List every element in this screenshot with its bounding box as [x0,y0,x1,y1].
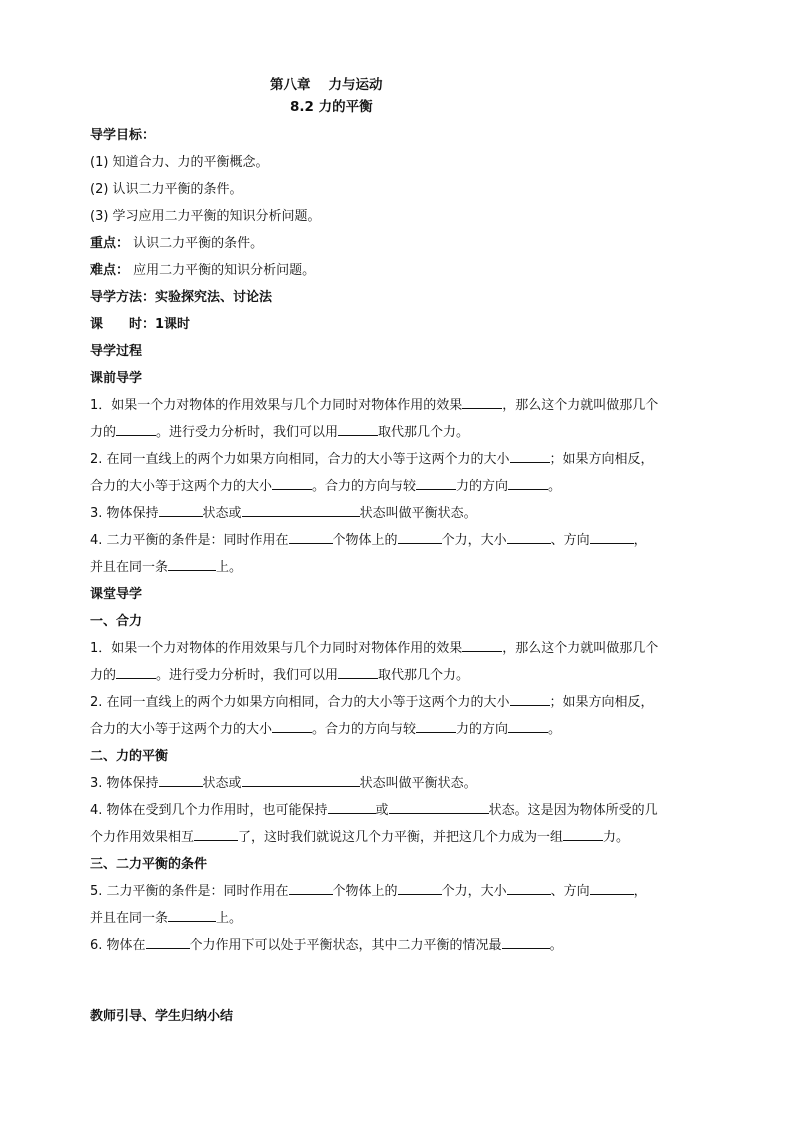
method-text: 实验探究法、讨论法 [155,290,273,305]
chapter-name: 力与运动 [328,77,383,93]
question-class-3 [90,770,710,797]
period-label: 课 时： [90,317,156,332]
question-class-1 [90,635,710,689]
question-text: ， [633,533,647,548]
key-point-text: 认识二力平衡的条件。 [133,236,264,251]
method [90,284,710,311]
question-text: 力。 [603,830,630,845]
question-text: 状态。这是因为物体所受的几 [488,803,658,818]
difficulty-label: 难点： [90,263,130,278]
answer-blank[interactable] [389,799,489,814]
question-text: 。进行受力分析时，我们可以用 [156,425,339,440]
objective-item: (3) 学习应用二力平衡的知识分析问题。 [90,209,321,224]
answer-blank[interactable] [416,475,456,490]
question-class-2 [90,689,710,743]
question-text: 。合力的方向与较 [312,479,417,494]
difficulty-text: 应用二力平衡的知识分析问题。 [133,263,316,278]
question-text: 状态叫做平衡状态。 [359,506,477,521]
question-text: 个物体上的 [332,884,398,899]
answer-blank[interactable] [116,421,156,436]
section-heading-resultant-force: 一、合力 [90,614,143,629]
answer-blank[interactable] [462,637,502,652]
answer-blank[interactable] [289,880,333,895]
question-text: 力的方向 [456,722,509,737]
answer-blank[interactable] [168,907,216,922]
question-text: ， [633,884,647,899]
question-text: 、方向 [550,533,590,548]
question-text: 或 [375,803,389,818]
period [90,311,710,338]
answer-blank[interactable] [328,799,376,814]
question-text: ，那么这个力就叫做那几个 [502,641,659,656]
question-text: 6. 物体在 [90,938,146,953]
method-label: 导学方法： [90,290,156,305]
section-heading-balance-condition: 三、二力平衡的条件 [90,857,208,872]
chapter-number: 第八章 [270,77,311,93]
question-pre-1 [90,392,710,446]
question-text: 上。 [216,560,243,575]
answer-blank[interactable] [272,718,312,733]
objective-item: (1) 知道合力、力的平衡概念。 [90,155,269,170]
period-text: 1课时 [155,317,191,332]
answer-blank[interactable] [242,502,360,517]
answer-blank[interactable] [159,502,203,517]
question-text: 并且在同一条 [90,911,169,926]
question-text: 取代那几个力。 [378,668,470,683]
answer-blank[interactable] [398,529,442,544]
answer-blank[interactable] [507,880,551,895]
question-text: 个力作用效果相互 [90,830,195,845]
key-point [90,230,710,257]
objective-item: (2) 认识二力平衡的条件。 [90,182,243,197]
question-text: 。 [549,938,563,953]
answer-blank[interactable] [338,421,378,436]
question-text: 状态叫做平衡状态。 [359,776,477,791]
section-heading-force-balance: 二、力的平衡 [90,749,169,764]
difficulty [90,257,710,284]
question-text: 状态或 [202,776,242,791]
answer-blank[interactable] [502,934,550,949]
question-text: 合力的大小等于这两个力的大小 [90,722,273,737]
question-class-6 [90,932,710,959]
question-text: 合力的大小等于这两个力的大小 [90,479,273,494]
answer-blank[interactable] [242,772,360,787]
answer-blank[interactable] [146,934,190,949]
question-text: ，那么这个力就叫做那几个 [502,398,659,413]
question-text: 4. 二力平衡的条件是：同时作用在 [90,533,289,548]
question-text: 个力作用下可以处于平衡状态，其中二力平衡的情况最 [189,938,502,953]
question-text: 上。 [216,911,243,926]
answer-blank[interactable] [338,664,378,679]
answer-blank[interactable] [590,880,634,895]
answer-blank[interactable] [416,718,456,733]
question-text: ；如果方向相反， [549,695,654,710]
question-text: 。 [548,722,562,737]
answer-blank[interactable] [462,394,502,409]
worksheet [90,74,710,1030]
question-text: 、方向 [550,884,590,899]
question-text: 取代那几个力。 [378,425,470,440]
in-class-heading: 课堂导学 [90,587,143,602]
spacer [90,959,710,1003]
question-text: 4. 物体在受到几个力作用时，也可能保持 [90,803,328,818]
question-text: 个力，大小 [441,533,507,548]
answer-blank[interactable] [510,448,550,463]
question-text: 了，这时我们就说这几个力平衡，并把这几个力成为一组 [238,830,564,845]
objectives-heading: 导学目标： [90,128,156,143]
question-pre-4 [90,527,710,581]
question-text: 。进行受力分析时，我们可以用 [156,668,339,683]
question-text: 力的方向 [456,479,509,494]
question-text: 1．如果一个力对物体的作用效果与几个力同时对物体作用的效果 [90,641,463,656]
chapter-title [270,74,710,96]
answer-blank[interactable] [510,691,550,706]
answer-blank[interactable] [159,772,203,787]
question-text: 2. 在同一直线上的两个力如果方向相同，合力的大小等于这两个力的大小 [90,695,510,710]
question-text: ；如果方向相反， [549,452,654,467]
question-class-5 [90,878,710,932]
answer-blank[interactable] [398,880,442,895]
process-heading: 导学过程 [90,344,143,359]
answer-blank[interactable] [508,718,548,733]
answer-blank[interactable] [194,826,238,841]
pre-class-heading: 课前导学 [90,371,143,386]
question-text: 个力，大小 [441,884,507,899]
question-pre-3 [90,500,710,527]
answer-blank[interactable] [272,475,312,490]
question-text: 状态或 [202,506,242,521]
question-text: 力的 [90,668,117,683]
question-text: 个物体上的 [332,533,398,548]
answer-blank[interactable] [168,556,216,571]
question-text: 1．如果一个力对物体的作用效果与几个力同时对物体作用的效果 [90,398,463,413]
question-text: 并且在同一条 [90,560,169,575]
key-point-label: 重点： [90,236,130,251]
answer-blank[interactable] [563,826,603,841]
question-text: 5. 二力平衡的条件是：同时作用在 [90,884,289,899]
section-title: 8.2 力的平衡 [290,99,373,115]
question-text: 力的 [90,425,117,440]
question-text: 2. 在同一直线上的两个力如果方向相同，合力的大小等于这两个力的大小 [90,452,510,467]
question-text: 3. 物体保持 [90,506,159,521]
answer-blank[interactable] [508,475,548,490]
answer-blank[interactable] [289,529,333,544]
question-pre-2 [90,446,710,500]
answer-blank[interactable] [590,529,634,544]
question-text: 。 [548,479,562,494]
question-class-4 [90,797,710,851]
summary-heading: 教师引导、学生归纳小结 [90,1009,234,1024]
question-text: 。合力的方向与较 [312,722,417,737]
answer-blank[interactable] [507,529,551,544]
question-text: 3. 物体保持 [90,776,159,791]
answer-blank[interactable] [116,664,156,679]
